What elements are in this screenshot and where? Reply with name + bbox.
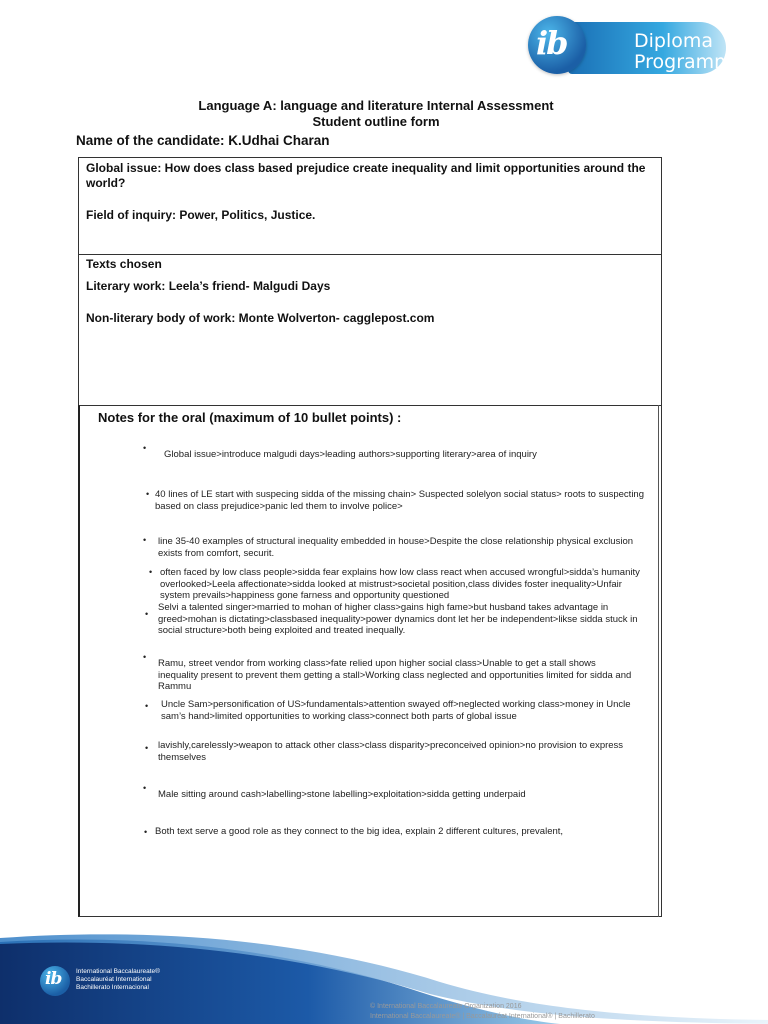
bullet-dot: • — [143, 652, 147, 662]
field-of-inquiry: Field of inquiry: Power, Politics, Justice. — [86, 208, 316, 222]
page-subtitle: Student outline form — [312, 114, 440, 129]
note-item: Ramu, street vendor from working class>fate relied upon higher social class>Unable to get a stall shows inequality present to prevent them getting a stall>Working class neglected and opportunities limited for sidda and Rammu — [158, 658, 632, 692]
bullet-dot: • — [143, 783, 147, 793]
bullet-dot: • — [145, 743, 149, 753]
note-item: Global issue>introduce malgudi days>leading authors>supporting literary>area of inquiry — [164, 449, 537, 460]
note-item: 40 lines of LE start with suspecing sidda of the missing chain> Suspected solelyon social status> roots to suspecting based on class prejudice>panic led them to involve police> — [155, 489, 644, 512]
non-literary-work: Non-literary body of work: Monte Wolverton- cagglepost.com — [86, 311, 435, 325]
diploma-programme-logo — [528, 16, 745, 76]
literary-work: Literary work: Leela’s friend- Malgudi Days — [86, 279, 331, 293]
note-item: often faced by low class people>sidda fear explains how low class react when accused wrongful>sidda’s humanity overlooked>Leela affectionate>sidda looked at mistrust>societal position,class divides foster inequality>Unfair system prevails>happiness gone farness and opportunity questioned — [160, 567, 640, 601]
notes-title: Notes for the oral (maximum of 10 bullet points) : — [98, 410, 402, 425]
footer-org-line: International Baccalaureate® — [76, 968, 160, 975]
notes-box-inner-border — [658, 405, 659, 917]
candidate-name: Name of the candidate: K.Udhai Charan — [76, 133, 330, 148]
logo-banner — [568, 22, 745, 74]
bullet-dot: • — [146, 489, 150, 499]
bullet-dot: • — [145, 609, 149, 619]
note-item: lavishly,carelessly>weapon to attack other class>class disparity>preconceived opinion>no provision to express themselves — [158, 740, 624, 763]
bullet-dot: • — [143, 535, 147, 545]
texts-chosen-heading: Texts chosen — [86, 257, 162, 271]
global-issue-text: Global issue: How does class based prejudice create inequality and limit opportunities around the world? — [86, 161, 646, 190]
bullet-dot: • — [143, 443, 147, 453]
footer-org-line: Baccalauréat International — [76, 976, 152, 983]
ib-logo-icon: ib — [528, 16, 586, 74]
logo-text: Diploma Programme — [634, 30, 745, 73]
note-item: Both text serve a good role as they connect to the big idea, explain 2 different cultures, prevalent, — [155, 826, 564, 837]
texts-chosen-box — [78, 254, 662, 406]
ib-footer-logo-icon: ib — [40, 966, 70, 996]
note-item: Uncle Sam>personification of US>fundamentals>attention swayed off>neglected working class>money in Uncle sam’s hand>limited opportunities to working class>connect both parts of global issue — [161, 699, 631, 722]
copyright-line: © International Baccalaureate Organization 2016 — [370, 1003, 522, 1010]
page-title: Language A: language and literature Internal Assessment — [198, 98, 554, 113]
note-item: line 35-40 examples of structural inequality embedded in house>Despite the close relationship physical exclusion exists from comfort, securit. — [158, 536, 634, 559]
bullet-dot: • — [145, 701, 149, 711]
note-item: Male sitting around cash>labelling>stone labelling>exploitation>sidda getting underpaid — [158, 789, 526, 800]
copyright-line: International Baccalaureate® | Baccalauréat International® | Bachillerato — [370, 1013, 595, 1020]
bullet-dot: • — [149, 567, 153, 577]
bullet-dot: • — [144, 827, 148, 837]
footer-org-line: Bachillerato Internacional — [76, 984, 149, 991]
note-item: Selvi a talented singer>married to mohan of higher class>gains high fame>but husband takes advantage in greed>mohan is dictating>classbased inequality>power dynamics dont let her be independent>likse sidda stuck in social structure>both being exploited and treated inequally. — [158, 602, 638, 636]
